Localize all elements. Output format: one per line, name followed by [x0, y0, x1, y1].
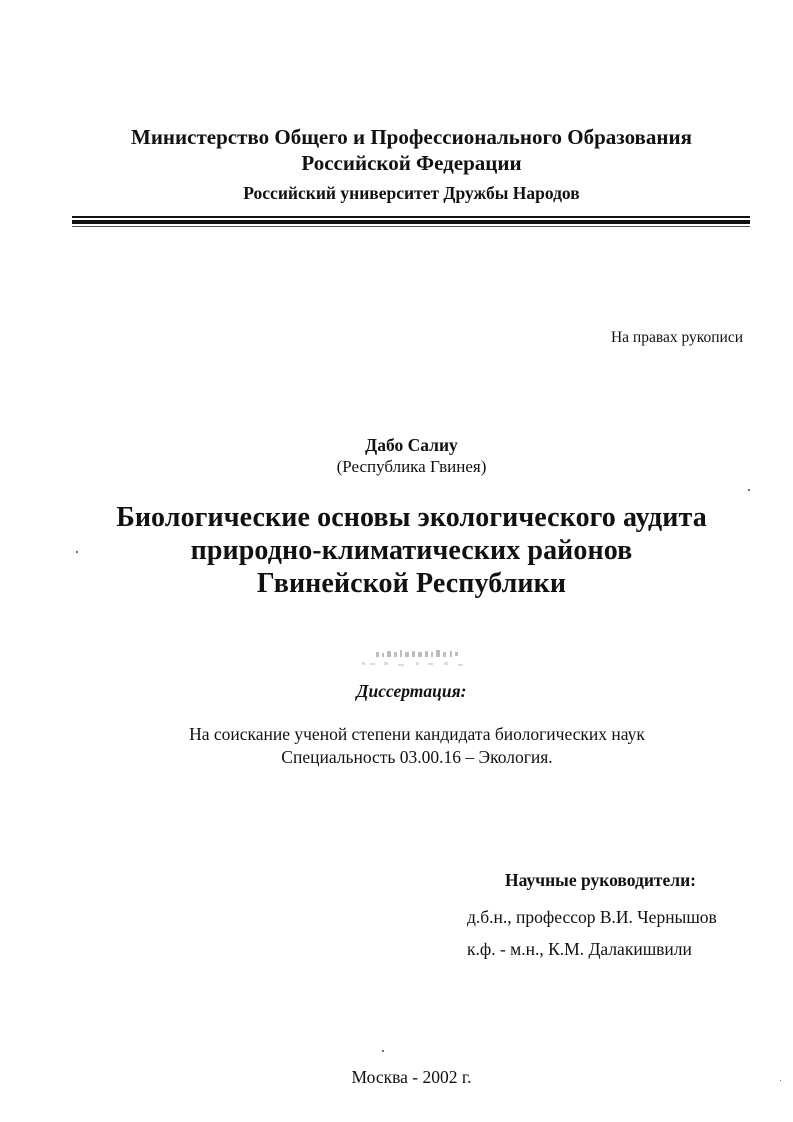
ministry-line-2: Российской Федерации [301, 151, 522, 175]
scan-speck [382, 1050, 384, 1052]
dissertation-title [30, 501, 793, 600]
supervisors-heading: Научные руководители: [505, 870, 697, 890]
title-line-1: Биологические основы экологического аудита [116, 502, 707, 533]
manuscript-note: На правах рукописи [610, 329, 743, 346]
author-country: (Республика Гвинея) [336, 457, 487, 476]
faded-library-stamp [358, 646, 470, 676]
supervisor-item: к.ф. - м.н., К.М. Далакишвили [467, 939, 692, 959]
supervisor-item: д.б.н., профессор В.И. Чернышов [467, 907, 717, 927]
university-name: Российский университет Дружбы Народов [243, 183, 580, 203]
ministry-heading [30, 124, 793, 176]
degree-description [8, 723, 793, 769]
header-divider-top [72, 216, 750, 218]
title-line-2: природно-климатических районов [190, 535, 633, 566]
header-divider-bottom [72, 226, 750, 227]
author-name: Дабо Салиу [365, 435, 458, 455]
title-line-3: Гвинейской Республики [256, 568, 567, 599]
header-divider-thick [72, 220, 750, 224]
degree-line-2: Специальность 03.00.16 – Экология. [281, 747, 553, 767]
degree-line-1: На соискание ученой степени кандидата биологических наук [189, 724, 645, 744]
scan-speck [748, 489, 750, 491]
document-type-label: Диссертация: [356, 681, 467, 701]
ministry-line-1: Министерство Общего и Профессионального Образования [131, 125, 692, 149]
scan-speck [780, 1080, 781, 1081]
scan-speck [76, 551, 78, 553]
city-year: Москва - 2002 г. [351, 1067, 472, 1087]
